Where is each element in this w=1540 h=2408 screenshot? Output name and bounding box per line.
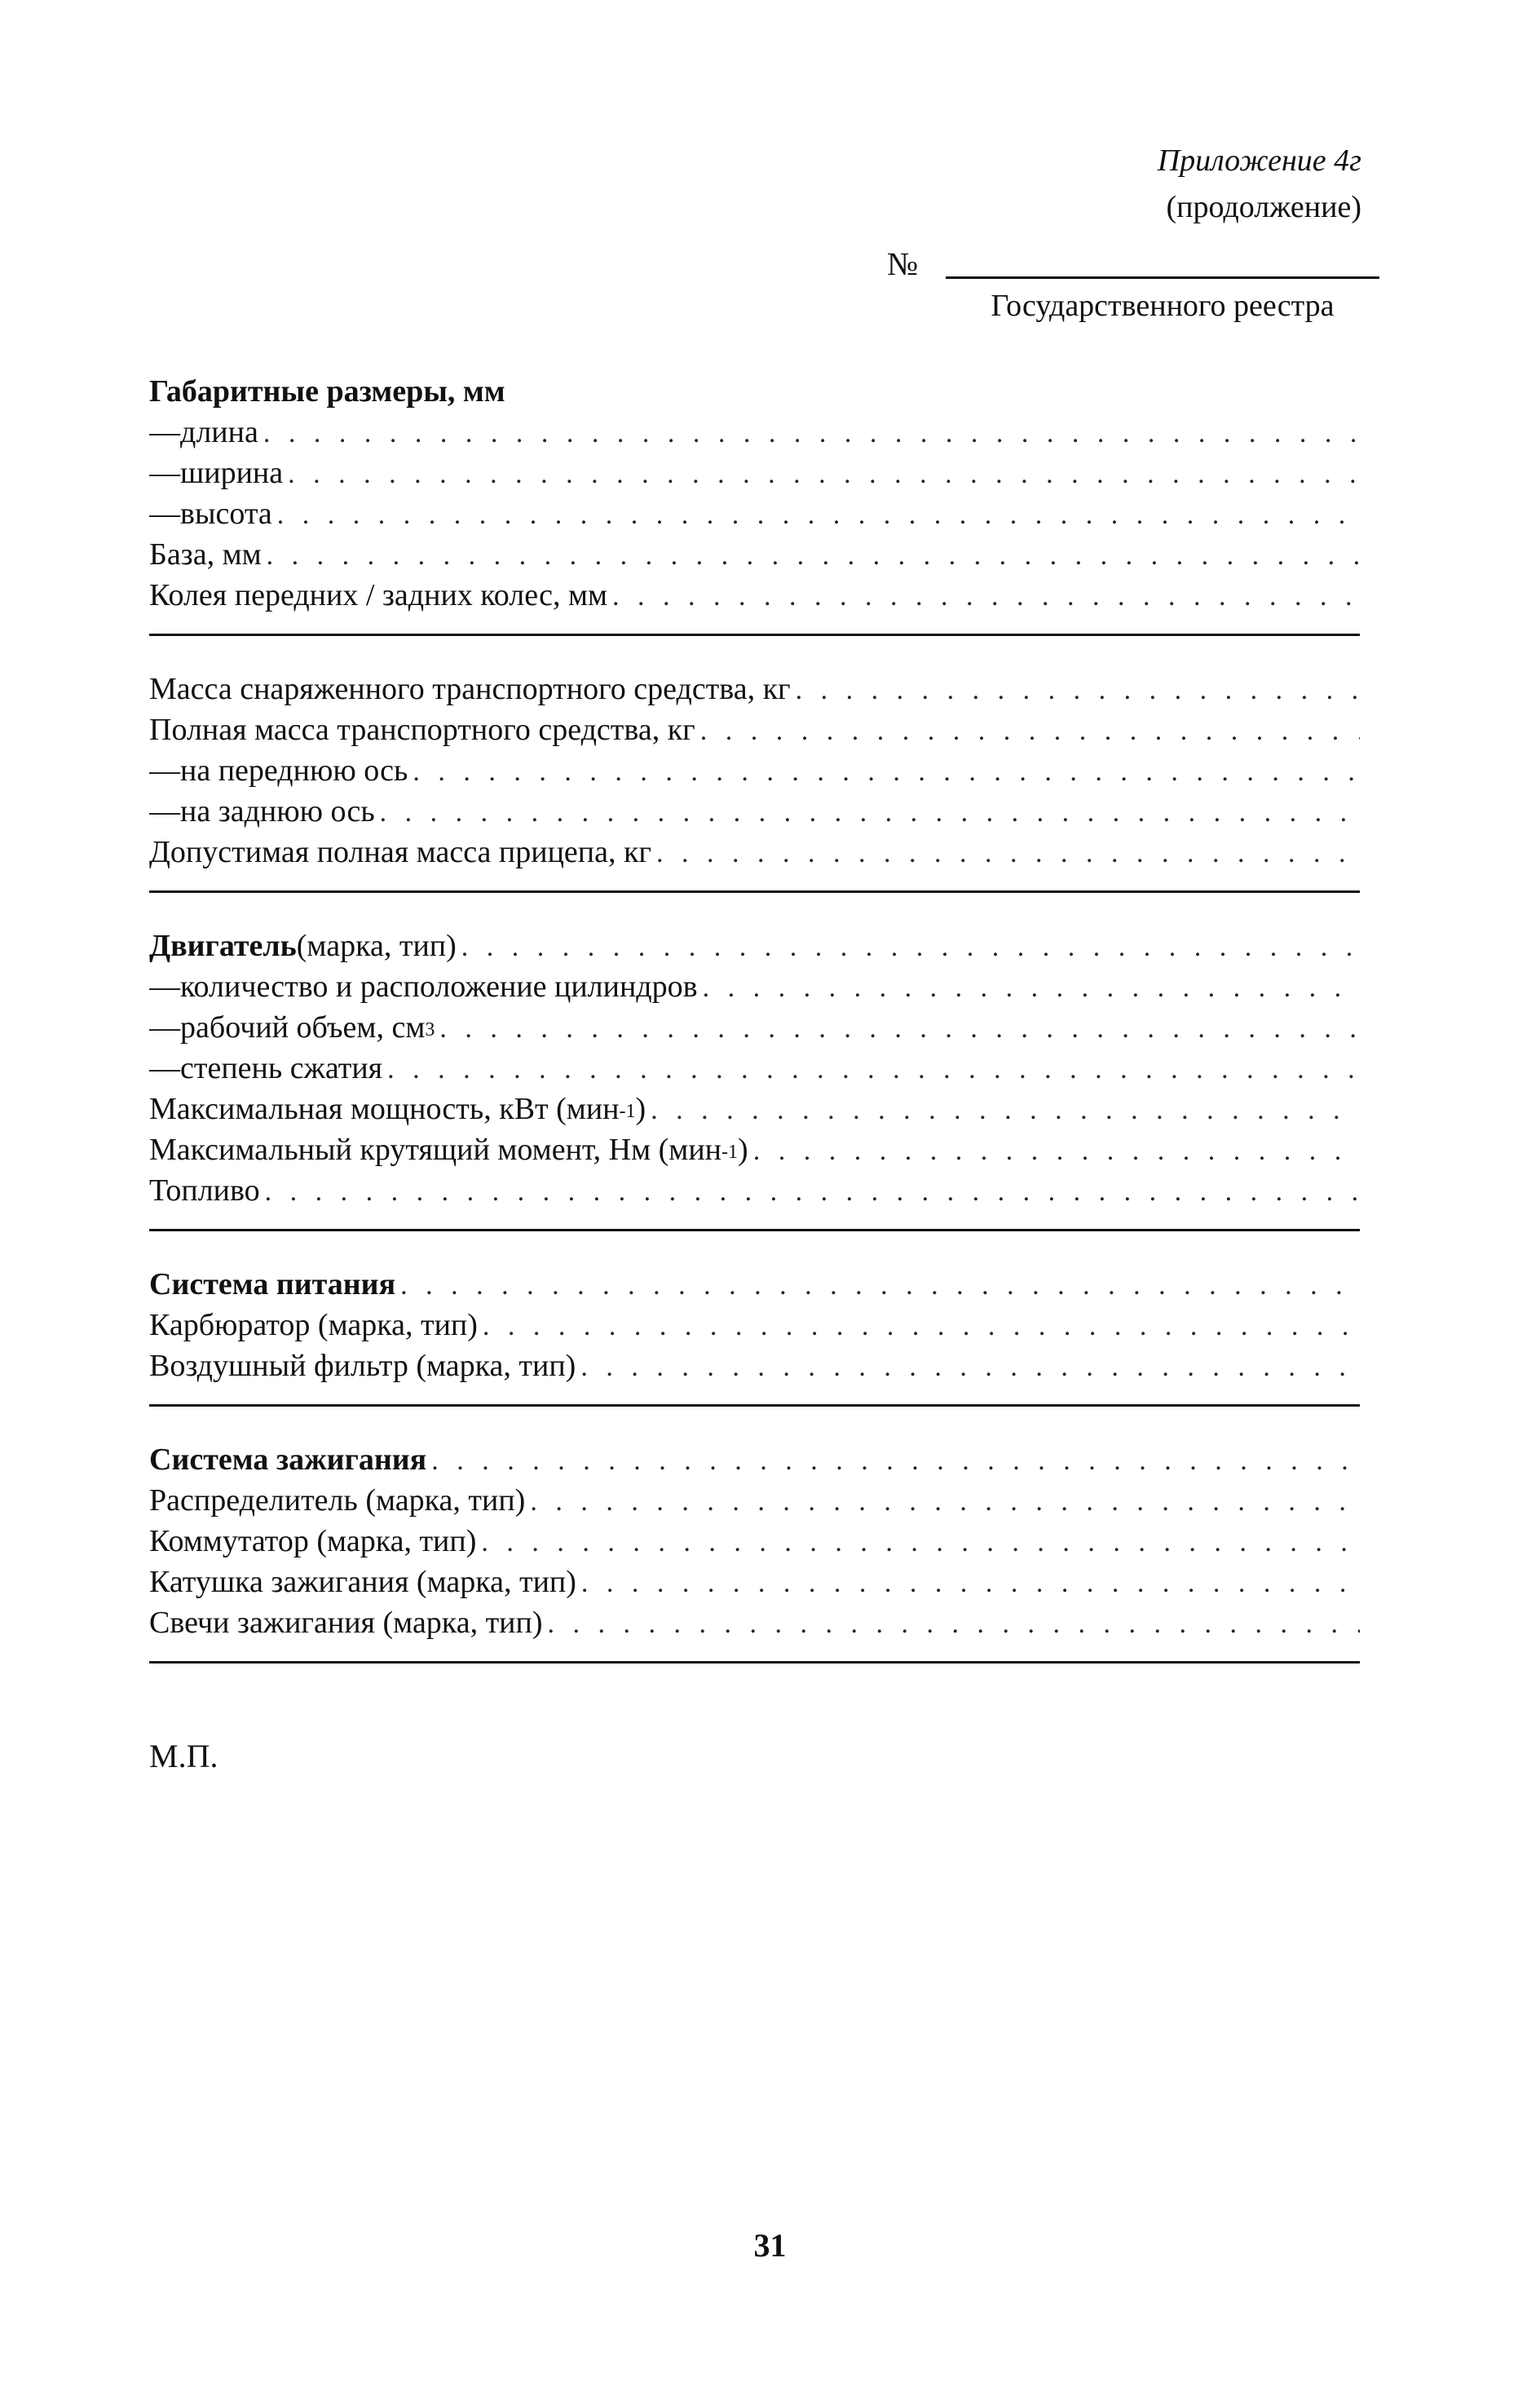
form-row-fill-field[interactable] — [288, 454, 1360, 493]
form-row-fill-field[interactable] — [431, 1441, 1360, 1480]
form-row-label: Максимальная мощность, кВт (мин — [149, 1092, 620, 1126]
form-row — [149, 1305, 1360, 1345]
form-row-fill-field[interactable] — [753, 1131, 1360, 1170]
form-row: Максимальный крутящий момент, Нм (мин $^{-1}$ ) . . . — [149, 1129, 1360, 1170]
form-row-fill-field[interactable] — [581, 1563, 1360, 1602]
section-divider — [149, 1661, 1360, 1664]
form-row-label: —ширина — [149, 456, 284, 490]
form-row-label: Воздушный фильтр (марка, тип) — [149, 1349, 576, 1383]
form-row-fill-field[interactable] — [277, 495, 1360, 534]
form-row — [149, 534, 1360, 575]
form-row-fill-field[interactable] — [413, 752, 1360, 791]
form-content — [149, 371, 1360, 1696]
form-row: Максимальная мощность, кВт (мин $^{-1}$ ) . . . — [149, 1089, 1360, 1129]
form-row — [149, 1480, 1360, 1521]
stamp-placeholder: М.П. — [149, 1738, 218, 1774]
form-section — [149, 1439, 1360, 1643]
form-row — [149, 1345, 1360, 1386]
form-row-fill-field[interactable] — [481, 1522, 1360, 1562]
form-section — [149, 1264, 1360, 1386]
form-row-fill-field[interactable] — [651, 1090, 1360, 1129]
registry-caption: Государственного реестра — [991, 289, 1335, 323]
form-row-label: —на переднюю ось — [149, 753, 408, 788]
form-row-fill-field[interactable] — [580, 1347, 1360, 1386]
form-section — [149, 669, 1360, 873]
form-row-fill-field[interactable] — [612, 577, 1360, 616]
section-divider — [149, 1229, 1360, 1231]
section-divider — [149, 1404, 1360, 1407]
form-row-label: Свечи зажигания (марка, тип) — [149, 1606, 543, 1640]
form-row — [149, 750, 1360, 791]
form-row-fill-field[interactable] — [548, 1604, 1361, 1643]
appendix-subtitle: (продолжение) — [1166, 190, 1361, 224]
form-row-fill-field[interactable] — [483, 1306, 1360, 1345]
form-row: —рабочий объем, см $^3$ . . . — [149, 1007, 1360, 1048]
appendix-title: Приложение 4г — [1157, 144, 1361, 178]
form-row-label: —на заднюю ось — [149, 794, 375, 828]
registry-number-sign: № — [887, 245, 919, 282]
form-row-label: Коммутатор (марка, тип) — [149, 1524, 477, 1558]
form-row — [149, 1048, 1360, 1089]
form-row — [149, 575, 1360, 616]
form-row-fill-field[interactable] — [530, 1482, 1360, 1521]
form-row — [149, 966, 1360, 1007]
form-row — [149, 412, 1360, 453]
form-row — [149, 493, 1360, 534]
form-row-fill-field[interactable] — [263, 413, 1360, 453]
form-row — [149, 926, 1360, 966]
form-row-label: Катушка зажигания (марка, тип) — [149, 1565, 576, 1599]
form-section — [149, 926, 1360, 1211]
form-section — [149, 371, 1360, 616]
form-row-label: Колея передних / задних колес, мм — [149, 578, 608, 612]
form-row-label: Система зажигания — [149, 1443, 427, 1477]
form-row-label: Максимальный крутящий момент, Нм (мин — [149, 1133, 722, 1167]
form-row-fill-field[interactable] — [400, 1266, 1360, 1305]
form-row-fill-field[interactable] — [656, 833, 1360, 873]
form-row — [149, 371, 1360, 412]
form-row-fill-field[interactable] — [700, 711, 1360, 750]
form-row-label: —рабочий объем, см — [149, 1010, 426, 1045]
section-divider — [149, 634, 1360, 636]
form-row — [149, 1521, 1360, 1562]
form-row — [149, 709, 1360, 750]
form-row-label: Распределитель (марка, тип) — [149, 1483, 526, 1518]
form-row-fill-field[interactable] — [265, 1172, 1360, 1211]
form-row-fill-field[interactable] — [461, 927, 1360, 966]
form-row-fill-field[interactable] — [380, 793, 1360, 832]
section-divider — [149, 890, 1360, 893]
form-row-fill-field[interactable] — [267, 536, 1360, 575]
form-row-label: Карбюратор (марка, тип) — [149, 1308, 478, 1342]
form-row-label: Полная масса транспортного средства, кг — [149, 713, 695, 747]
form-row-label: Двигатель — [149, 929, 297, 963]
form-row-label: —степень сжатия — [149, 1051, 383, 1085]
form-row — [149, 453, 1360, 493]
form-row — [149, 791, 1360, 832]
form-row-label: База, мм — [149, 537, 262, 572]
page-number: 31 — [753, 2227, 787, 2264]
form-row-label-close: ) — [738, 1133, 748, 1167]
form-row-fill-field[interactable] — [439, 1009, 1360, 1048]
form-row — [149, 1170, 1360, 1211]
form-row-fill-field[interactable] — [387, 1049, 1360, 1089]
form-row-label: —количество и расположение цилиндров — [149, 970, 698, 1004]
form-row — [149, 1562, 1360, 1602]
form-row — [149, 1264, 1360, 1305]
form-row-label: —высота — [149, 497, 272, 531]
form-row-label-suffix: (марка, тип) — [296, 929, 457, 963]
form-row-label-close: ) — [635, 1092, 646, 1126]
form-row-label: Допустимая полная масса прицепа, кг — [149, 835, 652, 869]
form-row-label: Масса снаряженного транспортного средства, кг — [149, 672, 791, 706]
form-row — [149, 669, 1360, 709]
form-row-label: —длина — [149, 415, 258, 449]
form-row-fill-field[interactable] — [796, 670, 1360, 709]
form-row-label: Габаритные размеры, мм — [149, 374, 505, 409]
form-row-label: Система питания — [149, 1267, 396, 1301]
form-row — [149, 1439, 1360, 1480]
form-row — [149, 832, 1360, 873]
form-row-fill-field[interactable] — [703, 968, 1360, 1007]
registry-number-field[interactable] — [946, 276, 1379, 279]
form-row-label: Топливо — [149, 1173, 260, 1208]
form-row — [149, 1602, 1360, 1643]
